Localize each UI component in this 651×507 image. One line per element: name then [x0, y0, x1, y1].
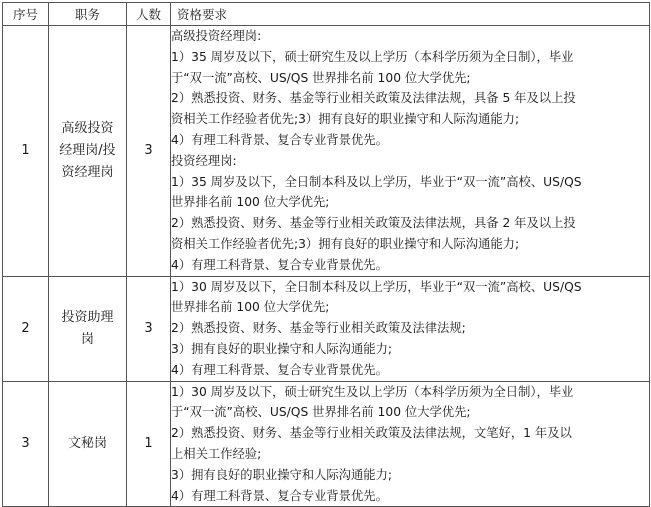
row-position-text: 高级投资经理岗/投资经理岗: [59, 120, 116, 180]
requirement-line: 4）有理工科背景、复合专业背景优先。: [171, 488, 388, 503]
requirement-line: 2）熟悉投资、财务、基金等行业相关政策及法律法规，具备 5 年及以上投: [171, 91, 576, 106]
row-index: 1: [3, 26, 49, 277]
row-position-text: 投资助理岗: [61, 309, 114, 347]
requirement-line: 上相关工作经验;: [171, 446, 262, 461]
row-position: [49, 381, 127, 507]
row-index: 2: [3, 276, 49, 381]
requirement-line: 2）熟悉投资、财务、基金等行业相关政策及法律法规，文笔好，1 年及以: [171, 426, 572, 441]
requirement-line: 3）拥有良好的职业操守和人际沟通能力;: [171, 467, 393, 482]
requirement-line: 投资经理岗:: [171, 153, 237, 168]
row-position-text: 文秘岗: [67, 435, 107, 451]
requirements-table: [2, 2, 650, 507]
requirement-line: 于“双一流”高校、US/QS 世界排名前 100 位大学优先;: [171, 70, 471, 85]
row-requirements: [171, 276, 650, 381]
requirement-line: 3）拥有良好的职业操守和人际沟通能力;: [171, 341, 393, 356]
requirement-line: 世界排名前 100 位大学优先;: [171, 300, 330, 315]
row-count: 3: [127, 26, 171, 277]
row-position: [49, 26, 127, 277]
header-count: 人数: [127, 3, 171, 26]
requirement-line: 4）有理工科背景、复合专业背景优先。: [171, 257, 388, 272]
header-requirements: 资格要求: [171, 3, 650, 26]
requirement-line: 2）熟悉投资、财务、基金等行业相关政策及法律法规，具备 2 年及以上投: [171, 216, 576, 231]
row-requirements: [171, 381, 650, 507]
requirement-line: 资相关工作经验者优先;3）拥有良好的职业操守和人际沟通能力;: [171, 112, 520, 127]
row-count: 3: [127, 276, 171, 381]
requirement-line: 4）有理工科背景、复合专业背景优先。: [171, 362, 388, 377]
requirement-line: 1）35 周岁及以下，硕士研究生及以上学历（本科学历须为全日制），毕业: [171, 49, 574, 64]
requirement-line: 于“双一流”高校、US/QS 世界排名前 100 位大学优先;: [171, 405, 471, 420]
header-index: 序号: [3, 3, 49, 26]
row-requirements: [171, 26, 650, 277]
requirement-line: 世界排名前 100 位大学优先;: [171, 195, 330, 210]
table-row: [3, 26, 650, 277]
requirement-line: 1）30 周岁及以下，硕士研究生及以上学历（本科学历须为全日制），毕业: [171, 384, 574, 399]
table-header-row: [3, 3, 650, 26]
requirement-line: 高级投资经理岗:: [171, 29, 262, 43]
requirement-line: 1）30 周岁及以下，全日制本科及以上学历，毕业于“双一流”高校、US/QS: [171, 279, 582, 294]
row-position: [49, 276, 127, 381]
requirement-line: 资相关工作经验者优先;3）拥有良好的职业操守和人际沟通能力;: [171, 236, 520, 251]
requirement-line: 4）有理工科背景、复合专业背景优先。: [171, 132, 388, 147]
table-row: [3, 276, 650, 381]
requirement-line: 2）熟悉投资、财务、基金等行业相关政策及法律法规;: [171, 321, 466, 336]
row-count: 1: [127, 381, 171, 507]
header-position: 职务: [49, 3, 127, 26]
row-index: 3: [3, 381, 49, 507]
table-row: [3, 381, 650, 507]
requirement-line: 1）35 周岁及以下，全日制本科及以上学历，毕业于“双一流”高校、US/QS: [171, 174, 582, 189]
